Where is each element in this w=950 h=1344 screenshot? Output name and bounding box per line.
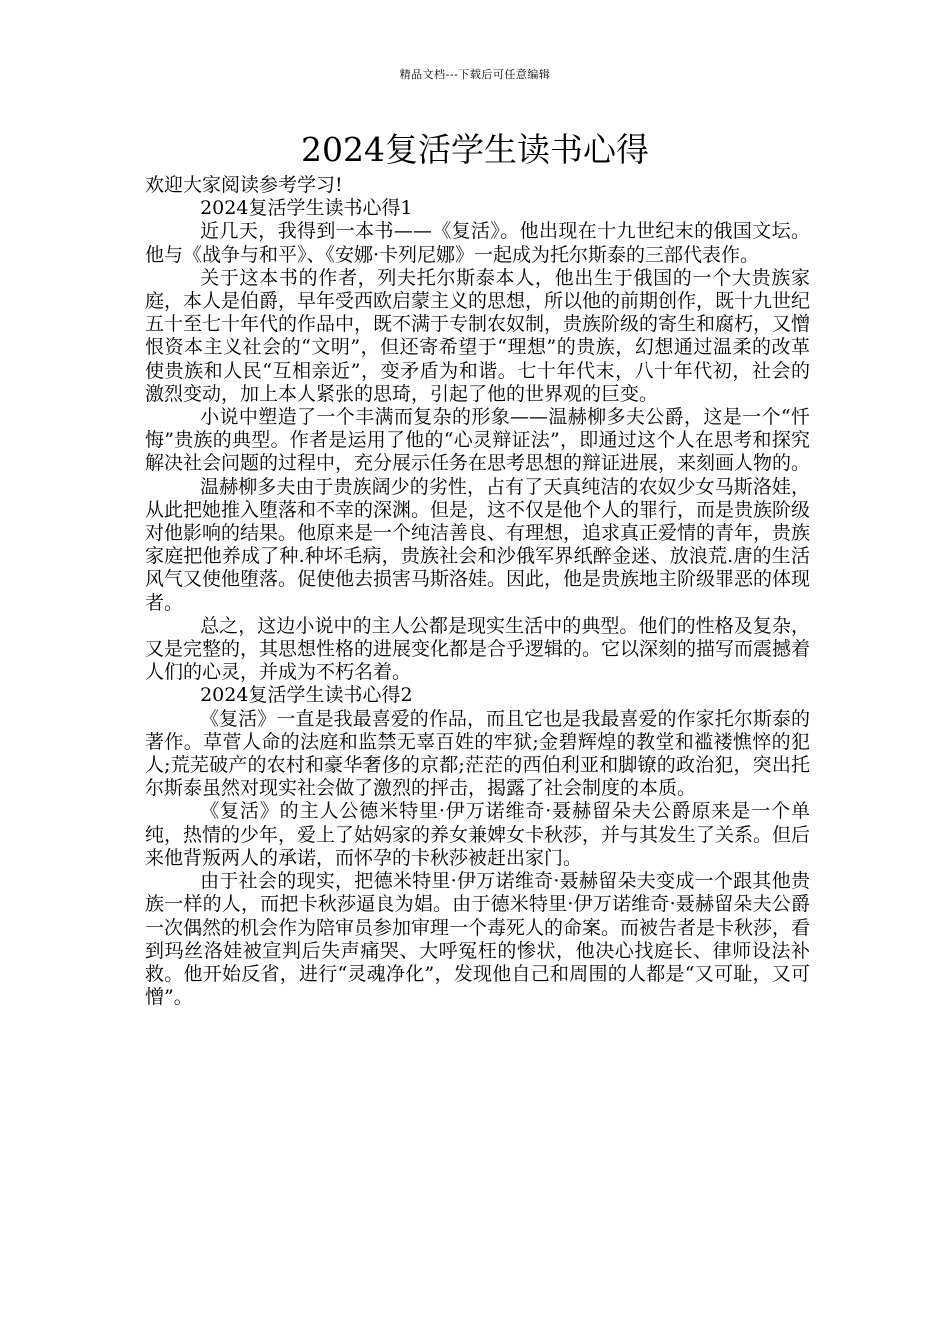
document-title: 2024复活学生读书心得 <box>301 130 649 169</box>
paragraph: 近几天，我得到一本书——《复活》。他出现在十九世纪末的俄国文坛。他与《战争与和平》、《安娜·卡列尼娜》一起成为托尔斯泰的三部代表作。 <box>145 220 810 266</box>
header-note: 精品文档---下载后可任意编辑 <box>399 68 551 81</box>
paragraph: 温赫柳多夫由于贵族阔少的劣性，占有了天真纯洁的农奴少女马斯洛娃，从此把她推入堕落和不幸的深渊。但是，这不仅是他个人的罪行，而是贵族阶级对他影响的结果。他原来是一个纯洁善良、有理想，追求真正爱情的青年，贵族家庭把他养成了种.种坏毛病，贵族社会和沙俄军界纸醉金迷、放浪荒.唐的生活风气又使他堕落。促使他去损害马斯洛娃。因此，他是贵族地主阶级罪恶的体现者。 <box>145 475 811 614</box>
section-heading-2: 2024复活学生读书心得2 <box>200 684 413 707</box>
paragraph: 《复活》的主人公德米特里·伊万诺维奇·聂赫留朵夫公爵原来是一个单纯，热情的少年，爱上了姑妈家的养女兼婢女卡秋莎，并与其发生了关系。但后来他背叛两人的承诺，而怀孕的卡秋莎被赶出家门。 <box>145 800 811 869</box>
paragraph: 总之，这边小说中的主人公都是现实生活中的典型。他们的性格及复杂，又是完整的，其思想性格的进展变化都是合乎逻辑的。它以深刻的描写而震撼着人们的心灵，并成为不朽名着。 <box>145 614 811 684</box>
paragraph: 由于社会的现实，把德米特里·伊万诺维奇·聂赫留朵夫变成一个跟其他贵族一样的人，而把卡秋莎逼良为娼。由于德米特里·伊万诺维奇·聂赫留朵夫公爵一次偶然的机会作为陪审员参加审理一个毒死人的命案。而被告者是卡秋莎，看到玛丝洛娃被宣判后失声痛哭、大呼冤枉的惨状，他决心找庭长、律师设法补救。他开始反省，进行“灵魂净化”，发现他自己和周围的人都是“又可耻，又可憎”。 <box>145 870 811 1009</box>
paragraph: 《复活》一直是我最喜爱的作品，而且它也是我最喜爱的作家托尔斯泰的著作。草菅人命的法庭和监禁无辜百姓的牢狱;金碧辉煌的教堂和褴褛憔悴的犯人;荒芜破产的农村和豪华奢侈的京都;茫茫的西伯利亚和脚镣的政治犯，突出托尔斯泰虽然对现实社会做了激烈的抨击，揭露了社会制度的本质。 <box>145 707 810 800</box>
paragraph: 关于这本书的作者，列夫托尔斯泰本人，他出生于俄国的一个大贵族家庭，本人是伯爵，早年受西欧启蒙主义的思想，所以他的前期创作，既十九世纪五十至七十年代的作品中，既不满于专制农奴制，贵族阶级的寄生和腐朽，又憎恨资本主义社会的“文明”，但还寄希望于“理想”的贵族，幻想通过温柔的改革使贵族和人民“互相亲近”，变矛盾为和谐。七十年代末，八十年代初，社会的激烈变动，加上本人紧张的思琦，引起了他的世界观的巨变。 <box>145 266 811 405</box>
section-heading-1: 2024复活学生读书心得1 <box>200 197 413 220</box>
intro-line: 欢迎大家阅读参考学习! <box>145 174 343 196</box>
paragraph: 小说中塑造了一个丰满而复杂的形象——温赫柳多夫公爵，这是一个“忏悔”贵族的典型。作者是运用了他的“心灵辩证法”，即通过这个人在思考和探究解决社会问题的过程中，充分展示任务在思考思想的辩证进展，来刻画人物的。 <box>145 406 811 475</box>
document-body <box>145 174 810 1009</box>
